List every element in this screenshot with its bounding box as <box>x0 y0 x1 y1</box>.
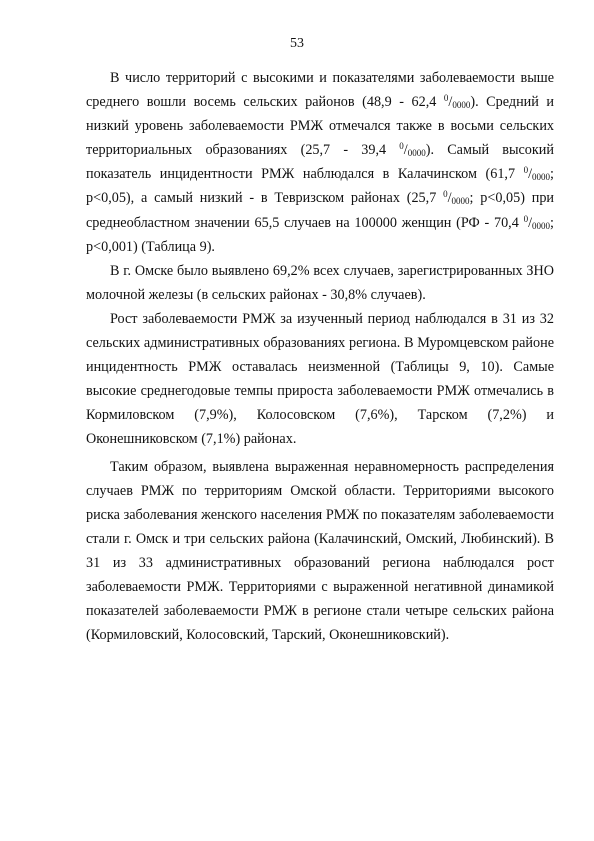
per-mille-sup: 0 <box>523 165 529 176</box>
p1-text-b: ). Средний и низкий уровень заболеваемости РМЖ отмечался также в восьми сельских территориальных образованиях (25,7 - 39,4 <box>86 94 554 159</box>
per-mille-sup: 0 <box>443 93 449 104</box>
p1-text-d: ; p<0,05), а самый низкий - в Тевризском районах (25,7 <box>86 166 554 207</box>
p1-text-c: ). Самый высокий показатель инцидентности РМЖ наблюдался в Калачинском (61,7 <box>86 142 554 183</box>
paragraph-3: Рост заболеваемости РМЖ за изученный период наблюдался в 31 из 32 сельских административных образованиях региона. В Муромцевском районе инцидентность РМЖ оставалась неизменной (Таблицы 9, 10). Самые высокие среднегодовые темпы прироста заболеваемости РМЖ отмечались в Кормиловском (7,9%), Колосовском (7,6%), Тарском (7,2%) и Оконешниковском (7,1%) районах. <box>86 310 554 448</box>
per-mille-sup: 0 <box>523 213 529 224</box>
p1-text-e: ; p<0,05) при среднеобластном значении 65,5 случаев на 100000 женщин (РФ - 70,4 <box>86 190 555 231</box>
per-mille-sub: 0000 <box>451 196 470 207</box>
per-mille-sup: 0 <box>443 189 448 200</box>
paragraph-1: В число территорий с высокими и показателями заболеваемости выше среднего вошли восемь сельских районов (48,9 - 62,4 $^0/_{0000}$). Средний и низкий уровень заболеваемости РМЖ отмечался также в восьми сельских территориальных образованиях (25,7 - 39,4 $^0/_{0000}$). Самый высокий показатель инцидентности РМЖ наблюдался в Калачинском (61,7 $^0/_{0000}$; p<0,05), а самый низкий - в Тевризском районах (25,7 $^0/_{0000}$; p<0,05) при среднеобластном значении 65,5 случаев на 100000 женщин (РФ - 70,4 $^0/_{0000}$; p<0,001) (Таблица 9). <box>86 70 555 255</box>
paragraph-2: В г. Омске было выявлено 69,2% всех случаев, зарегистрированных ЗНО молочной железы (в сельских районах - 30,8% случаев). <box>86 262 554 303</box>
per-mille-sub: 0000 <box>452 100 471 111</box>
p1-text-a: В число территорий с высокими и показателями заболеваемости выше среднего вошли восемь сельских районов (48,9 - 62,4 <box>86 70 554 111</box>
page-number: 53 <box>290 36 304 51</box>
document-body <box>86 66 554 647</box>
per-mille-sub: 0000 <box>532 172 551 183</box>
p1-text-f: ; p<0,001) (Таблица 9). <box>86 214 554 255</box>
per-mille-sup: 0 <box>399 141 404 152</box>
per-mille-sub: 0000 <box>407 148 426 159</box>
paragraph-4: Таким образом, выявлена выраженная неравномерность распределения случаев РМЖ по территориям Омской области. Территориями высокого риска заболевания женского населения РМЖ по показателям заболеваемости стали г. Омск и три сельских района (Калачинский, Омский, Любинский). В 31 из 33 административных образований региона наблюдался рост заболеваемости РМЖ. Территориями с выраженной негативной динамикой показателей заболеваемости РМЖ в регионе стали четыре сельских района (Кормиловский, Колосовский, Тарский, Оконешниковский). <box>86 458 554 644</box>
per-mille-sub: 0000 <box>532 220 551 231</box>
